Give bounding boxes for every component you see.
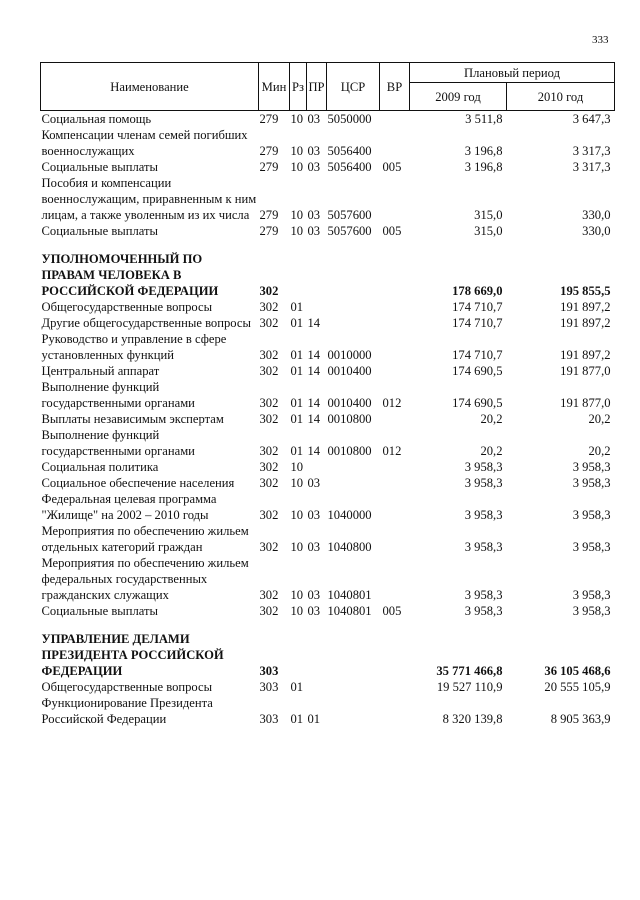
row-name: Социальная политика — [41, 460, 159, 474]
row-name: Социальная помощь — [41, 112, 152, 126]
row-vr: 005 — [382, 224, 402, 238]
row-csr — [327, 315, 380, 331]
row-year2-value: 3 958,3 — [572, 508, 611, 522]
row-year2-value: 3 958,3 — [572, 540, 611, 554]
row-min: 279 — [259, 112, 279, 126]
row-pr — [307, 679, 327, 695]
row-vr — [380, 695, 410, 727]
row-rz: 10 — [290, 508, 304, 522]
row-pr: 14 — [307, 348, 321, 362]
row-pr — [307, 459, 327, 475]
row-vr — [380, 363, 410, 379]
row-year1-value: 20,2 — [480, 412, 503, 426]
table-row — [41, 379, 615, 411]
row-vr — [380, 315, 410, 331]
table-row — [41, 331, 615, 363]
row-csr: 0010800 — [327, 444, 372, 458]
row-csr: 5056400 — [327, 144, 372, 158]
row-pr — [307, 619, 327, 679]
table-row — [41, 127, 615, 159]
row-rz: 01 — [290, 348, 304, 362]
row-pr: 14 — [307, 444, 321, 458]
row-min: 302 — [259, 476, 279, 490]
row-min: 302 — [259, 316, 279, 330]
row-name: Общегосударственные вопросы — [41, 300, 213, 314]
table-row — [41, 111, 615, 128]
table-row — [41, 523, 615, 555]
table-row — [41, 411, 615, 427]
row-name: Компенсации членам семей погибших военнослужащих — [41, 128, 248, 158]
row-year1-value: 3 196,8 — [464, 144, 503, 158]
table-row — [41, 159, 615, 175]
row-pr: 14 — [307, 316, 321, 330]
row-csr: 1040800 — [327, 540, 372, 554]
header-name: Наименование — [41, 63, 259, 111]
row-year1-value: 174 710,7 — [452, 348, 503, 362]
row-name: УПОЛНОМОЧЕННЫЙ ПО ПРАВАМ ЧЕЛОВЕКА В РОССИЙСКОЙ ФЕДЕРАЦИИ — [41, 252, 219, 298]
row-rz: 01 — [290, 316, 304, 330]
row-vr — [380, 175, 410, 223]
row-min: 302 — [259, 284, 279, 298]
row-csr — [327, 475, 380, 491]
row-name: Другие общегосударственные вопросы — [41, 316, 251, 330]
row-year1-value: 3 958,3 — [464, 476, 503, 490]
row-pr — [307, 299, 327, 315]
row-pr: 03 — [307, 160, 321, 174]
header-pr: ПР — [307, 63, 327, 111]
row-year1-value: 3 196,8 — [464, 160, 503, 174]
row-min: 279 — [259, 208, 279, 222]
row-csr — [327, 239, 380, 299]
row-min: 303 — [259, 712, 279, 726]
row-year2-value: 191 897,2 — [560, 348, 611, 362]
header-year1: 2009 год — [410, 83, 507, 111]
row-year1-value: 20,2 — [480, 444, 503, 458]
row-year2-value: 20 555 105,9 — [544, 680, 611, 694]
table-row — [41, 475, 615, 491]
row-year2-value: 191 877,0 — [560, 396, 611, 410]
row-min: 302 — [259, 508, 279, 522]
header-min: Мин — [259, 63, 290, 111]
row-name: Социальные выплаты — [41, 604, 159, 618]
row-vr: 005 — [382, 160, 402, 174]
row-year2-value: 195 855,5 — [560, 284, 611, 298]
table-row — [41, 175, 615, 223]
row-year1-value: 315,0 — [474, 224, 503, 238]
row-vr — [380, 679, 410, 695]
header-csr: ЦСР — [327, 63, 380, 111]
row-year2-value: 3 647,3 — [572, 112, 611, 126]
row-year2-value: 8 905 363,9 — [550, 712, 611, 726]
row-pr: 03 — [307, 112, 321, 126]
row-csr: 1040000 — [327, 508, 372, 522]
row-min: 302 — [259, 348, 279, 362]
row-year1-value: 315,0 — [474, 208, 503, 222]
row-csr — [327, 619, 380, 679]
row-rz: 01 — [290, 680, 304, 694]
row-name: Социальные выплаты — [41, 224, 159, 238]
table-row — [41, 315, 615, 331]
row-pr — [307, 239, 327, 299]
row-year2-value: 20,2 — [588, 412, 611, 426]
row-pr: 03 — [307, 540, 321, 554]
budget-table — [40, 62, 615, 727]
row-rz: 01 — [290, 444, 304, 458]
row-rz: 10 — [290, 224, 304, 238]
row-year2-value: 330,0 — [582, 208, 611, 222]
row-year1-value: 178 669,0 — [452, 284, 503, 298]
row-year1-value: 3 958,3 — [464, 460, 503, 474]
row-year1-value: 174 710,7 — [452, 300, 503, 314]
row-min: 302 — [259, 364, 279, 378]
row-vr — [380, 491, 410, 523]
row-rz: 10 — [290, 540, 304, 554]
row-year1-value: 174 690,5 — [452, 396, 503, 410]
row-csr: 1040801 — [327, 588, 372, 602]
row-pr: 14 — [307, 396, 321, 410]
row-min: 303 — [259, 664, 279, 678]
row-year2-value: 3 958,3 — [572, 460, 611, 474]
row-name: Выплаты независимым экспертам — [41, 412, 224, 426]
row-rz: 10 — [290, 604, 304, 618]
row-min: 302 — [259, 460, 279, 474]
table-row — [41, 555, 615, 603]
section-row — [41, 239, 615, 299]
row-csr: 1040801 — [327, 604, 372, 618]
row-pr: 03 — [307, 476, 321, 490]
row-year2-value: 191 897,2 — [560, 300, 611, 314]
row-year1-value: 174 690,5 — [452, 364, 503, 378]
row-rz: 01 — [290, 712, 304, 726]
row-name: Федеральная целевая программа "Жилище" на 2002 – 2010 годы — [41, 492, 217, 522]
row-pr: 03 — [307, 208, 321, 222]
row-vr — [380, 411, 410, 427]
row-rz: 10 — [290, 144, 304, 158]
row-year2-value: 20,2 — [588, 444, 611, 458]
row-pr: 14 — [307, 364, 321, 378]
row-rz: 10 — [290, 588, 304, 602]
row-vr: 012 — [382, 396, 402, 410]
row-name: Центральный аппарат — [41, 364, 160, 378]
table-row — [41, 427, 615, 459]
row-name: Социальные выплаты — [41, 160, 159, 174]
row-name: Выполнение функций государственными органами — [41, 428, 195, 458]
table-row — [41, 695, 615, 727]
row-rz — [290, 239, 307, 299]
row-pr: 03 — [307, 604, 321, 618]
row-vr — [380, 523, 410, 555]
header-vr: ВР — [380, 63, 410, 111]
header-period: Плановый период — [410, 63, 615, 83]
row-year2-value: 191 877,0 — [560, 364, 611, 378]
header-rz: Рз — [290, 63, 307, 111]
row-csr: 5050000 — [327, 112, 372, 126]
row-vr — [380, 475, 410, 491]
row-year2-value: 3 317,3 — [572, 160, 611, 174]
row-csr: 5056400 — [327, 160, 372, 174]
row-vr — [380, 127, 410, 159]
row-year1-value: 174 710,7 — [452, 316, 503, 330]
row-min: 302 — [259, 300, 279, 314]
row-min: 302 — [259, 588, 279, 602]
row-year2-value: 3 958,3 — [572, 476, 611, 490]
section-row — [41, 619, 615, 679]
row-pr: 03 — [307, 144, 321, 158]
row-csr: 0010400 — [327, 364, 372, 378]
row-year2-value: 3 958,3 — [572, 604, 611, 618]
row-min: 302 — [259, 412, 279, 426]
row-min: 279 — [259, 160, 279, 174]
table-row — [41, 299, 615, 315]
row-rz: 01 — [290, 300, 304, 314]
row-name: Мероприятия по обеспечению жильем отдельных категорий граждан — [41, 524, 249, 554]
row-rz: 10 — [290, 476, 304, 490]
row-name: Выполнение функций государственными органами — [41, 380, 195, 410]
row-name: Мероприятия по обеспечению жильем федеральных государственных гражданских служащих — [41, 556, 249, 602]
table-row — [41, 603, 615, 619]
row-year1-value: 3 958,3 — [464, 508, 503, 522]
row-year1-value: 3 958,3 — [464, 588, 503, 602]
row-vr — [380, 555, 410, 603]
row-min: 302 — [259, 444, 279, 458]
row-name: Руководство и управление в сфере установленных функций — [41, 332, 227, 362]
table-header — [41, 63, 615, 111]
row-rz: 01 — [290, 364, 304, 378]
row-vr: 012 — [382, 444, 402, 458]
row-name: Общегосударственные вопросы — [41, 680, 213, 694]
row-name: Социальное обеспечение населения — [41, 476, 235, 490]
row-min: 302 — [259, 396, 279, 410]
row-vr — [380, 331, 410, 363]
row-year2-value: 3 317,3 — [572, 144, 611, 158]
row-name: Пособия и компенсации военнослужащим, приравненным к ним лицам, а также уволенным из их числа — [41, 176, 257, 222]
row-csr — [327, 695, 380, 727]
table-row — [41, 491, 615, 523]
row-csr — [327, 459, 380, 475]
row-pr: 14 — [307, 412, 321, 426]
row-name: УПРАВЛЕНИЕ ДЕЛАМИ ПРЕЗИДЕНТА РОССИЙСКОЙ ФЕДЕРАЦИИ — [41, 632, 224, 678]
row-rz: 10 — [290, 208, 304, 222]
row-year1-value: 3 958,3 — [464, 540, 503, 554]
row-pr: 03 — [307, 588, 321, 602]
row-rz: 01 — [290, 412, 304, 426]
row-year2-value: 3 958,3 — [572, 588, 611, 602]
row-rz: 10 — [290, 460, 304, 474]
row-csr: 0010400 — [327, 396, 372, 410]
row-vr — [380, 459, 410, 475]
row-name: Функционирование Президента Российской Федерации — [41, 696, 213, 726]
row-rz: 01 — [290, 396, 304, 410]
row-year1-value: 8 320 139,8 — [442, 712, 503, 726]
row-pr: 03 — [307, 224, 321, 238]
header-year2: 2010 год — [507, 83, 615, 111]
row-year1-value: 3 511,8 — [465, 112, 503, 126]
row-vr — [380, 239, 410, 299]
table-row — [41, 363, 615, 379]
row-vr: 005 — [382, 604, 402, 618]
table-body — [41, 111, 615, 728]
table-row — [41, 679, 615, 695]
row-csr: 5057600 — [327, 224, 372, 238]
row-csr: 0010800 — [327, 412, 372, 426]
row-min: 279 — [259, 224, 279, 238]
table-row — [41, 223, 615, 239]
row-csr — [327, 299, 380, 315]
row-min: 279 — [259, 144, 279, 158]
row-min: 303 — [259, 680, 279, 694]
table-row — [41, 459, 615, 475]
row-min: 302 — [259, 604, 279, 618]
row-year1-value: 35 771 466,8 — [436, 664, 503, 678]
row-pr: 03 — [307, 508, 321, 522]
page-number: 333 — [592, 34, 609, 46]
row-min: 302 — [259, 540, 279, 554]
row-year1-value: 19 527 110,9 — [436, 680, 503, 694]
row-csr: 5057600 — [327, 208, 372, 222]
row-year1-value: 3 958,3 — [464, 604, 503, 618]
row-vr — [380, 111, 410, 128]
row-year2-value: 330,0 — [582, 224, 611, 238]
row-rz: 10 — [290, 112, 304, 126]
row-pr: 01 — [307, 712, 321, 726]
row-year2-value: 36 105 468,6 — [544, 664, 611, 678]
row-rz — [290, 619, 307, 679]
row-rz: 10 — [290, 160, 304, 174]
row-csr: 0010000 — [327, 348, 372, 362]
row-csr — [327, 679, 380, 695]
row-vr — [380, 619, 410, 679]
row-year2-value: 191 897,2 — [560, 316, 611, 330]
row-vr — [380, 299, 410, 315]
